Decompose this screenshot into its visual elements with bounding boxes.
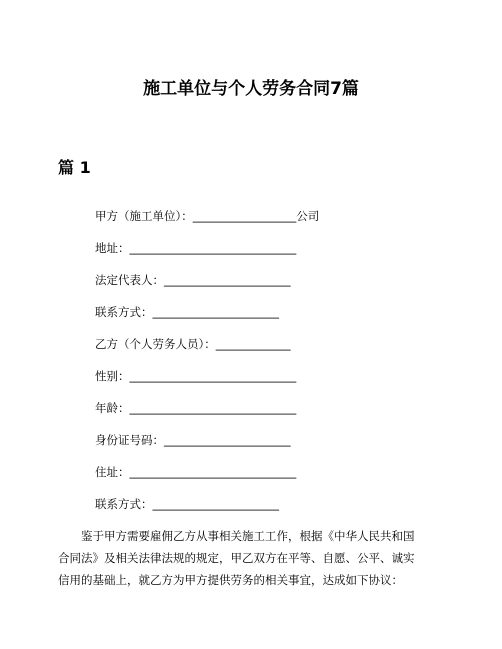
party-b-address-field: 住址：_____________________________	[95, 465, 297, 479]
party-a-contact-field: 联系方式：______________________	[95, 305, 279, 319]
document-title: 施工单位与个人劳务合同7篇	[143, 79, 359, 99]
party-b-contact-field: 联系方式：______________________	[95, 497, 279, 511]
section-heading: 篇 1	[58, 158, 91, 177]
party-b-gender-field: 性别：_____________________________	[95, 369, 297, 383]
party-a-name-field: 甲方（施工单位）：__________________公司	[95, 209, 320, 223]
preamble-line: 鉴于甲方需要雇佣乙方从事相关施工工作，根据《中华人民共和国	[81, 529, 415, 543]
party-a-address-field: 地址：_____________________________	[95, 241, 297, 255]
preamble-line: 信用的基础上，就乙方为甲方提供劳务的相关事宜，达成如下协议：	[58, 573, 403, 587]
preamble-paragraph	[58, 525, 448, 591]
party-a-legal-rep-field: 法定代表人：______________________	[95, 273, 291, 287]
party-b-id-number-field: 身份证号码：______________________	[95, 433, 291, 447]
party-b-name-field: 乙方（个人劳务人员）：_____________	[95, 337, 291, 351]
preamble-line: 合同法》及相关法律法规的规定，甲乙双方在平等、自愿、公平、诚实	[58, 551, 415, 565]
party-b-age-field: 年龄：_____________________________	[95, 401, 297, 415]
